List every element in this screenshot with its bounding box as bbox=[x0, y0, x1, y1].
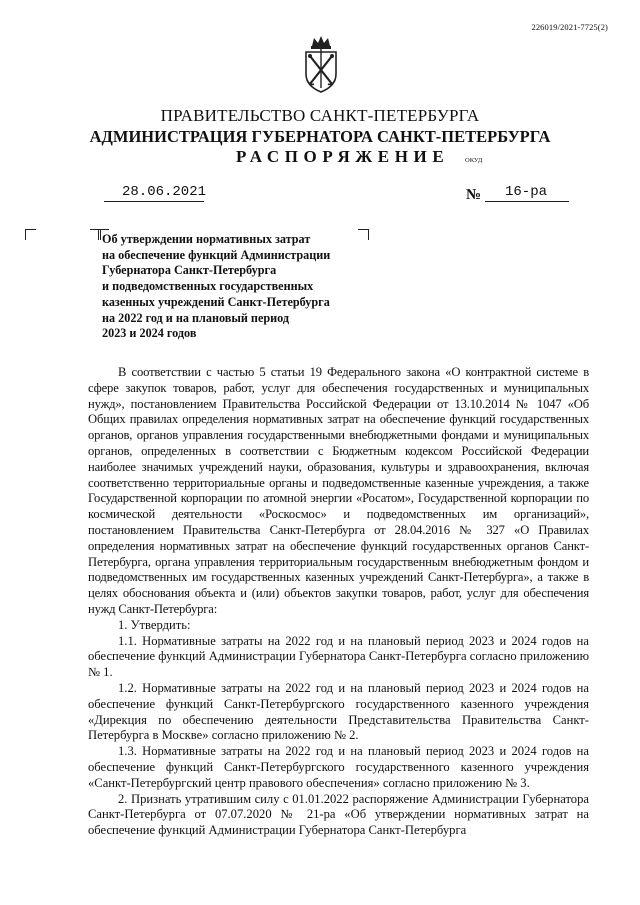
number-sign: № bbox=[466, 187, 482, 203]
title-line: Губернатора Санкт-Петербурга bbox=[102, 263, 277, 278]
document-code: 226019/2021-7725(2) bbox=[531, 22, 608, 32]
document-number: 16-ра bbox=[505, 184, 548, 200]
government-heading: ПРАВИТЕЛЬСТВО САНКТ-ПЕТЕРБУРГА bbox=[160, 106, 480, 125]
preamble-paragraph: В соответствии с частью 5 статьи 19 Федерального закона «О контрактной системе в сфере закупок товаров, работ, услуг для обеспечения государственных и муниципальных нужд», постановлением Правительства Российской Федерации от 13.10.2014 № 1047 «Об Общих правилах определения нормативных затрат на обеспечение функций государственных органов, органов управления государственными внебюджетными фондами и муниципальных органов, определенных в соответствии с Бюджетным кодексом Российской Федерации наиболее значимых учреждений науки, образования, культуры и здравоохранения, включая соответственно территориальные органы и подведомственные казенные учреждения, а также Государственной корпорации по атомной энергии «Росатом», Государственной корпорации по космической деятельности «Роскосмос» и подведомственных им организаций», постановлением Правительства Санкт-Петербурга от 28.04.2016 № 327 «О Правилах определения нормативных затрат на обеспечение функций государственных органов Санкт-Петербурга, органа управления территориальным государственным внебюджетным фондом и подведомственных им государственных казенных учреждений Санкт-Петербурга», а также в целях обоснования объекта и (или) объектов закупки товаров, работ, услуг для обеспечения нужд Санкт-Петербурга: bbox=[88, 365, 589, 616]
okud-label: ОКУД bbox=[465, 157, 483, 164]
administration-heading: АДМИНИСТРАЦИЯ ГУБЕРНАТОРА САНКТ-ПЕТЕРБУРГА bbox=[89, 127, 551, 146]
title-line: 2023 и 2024 годов bbox=[102, 326, 197, 341]
number-underline bbox=[485, 201, 569, 202]
document-body bbox=[88, 365, 589, 839]
item-1-1: 1.1. Нормативные затраты на 2022 год и на плановый период 2023 и 2024 годов на обеспечение функций Администрации Губернатора Санкт-Петербурга согласно приложению № 1. bbox=[88, 633, 589, 680]
item-1-3: 1.3. Нормативные затраты на 2022 год и на плановый период 2023 и 2024 годов на обеспечение функций Санкт-Петербургского государственного казенного учреждения «Санкт-Петербургский центр правового обеспечения» согласно приложению № 3. bbox=[88, 744, 589, 790]
document-date: 28.06.2021 bbox=[122, 184, 207, 200]
item-1: 1. Утвердить: bbox=[118, 617, 191, 632]
item-1-2: 1.2. Нормативные затраты на 2022 год и на плановый период 2023 и 2024 годов на обеспечение функций Санкт-Петербургского государственного казенного учреждения «Дирекция по обеспечению деятельности Представительства Правительства Санкт-Петербурга в Москве» согласно приложению № 2. bbox=[88, 680, 589, 743]
title-line: казенных учреждений Санкт-Петербурга bbox=[102, 294, 330, 309]
date-underline bbox=[104, 201, 204, 202]
title-line: на 2022 год и на плановый период bbox=[102, 310, 290, 325]
title-line: на обеспечение функций Администрации bbox=[102, 247, 331, 262]
title-line: Об утверждении нормативных затрат bbox=[102, 232, 311, 246]
title-line: и подведомственных государственных bbox=[102, 279, 314, 294]
document-type: РАСПОРЯЖЕНИЕ bbox=[236, 147, 450, 166]
document-title bbox=[102, 232, 362, 342]
title-corner-mark bbox=[25, 229, 36, 240]
item-2: 2. Признать утратившим силу с 01.01.2022 распоряжение Администрации Губернатора Санкт-Петербурга от 07.07.2020 № 21-ра «Об утверждении нормативных затрат на обеспечение функций Администрации Губернатора Санкт-Петербурга bbox=[88, 791, 589, 838]
coat-of-arms-icon bbox=[298, 34, 344, 96]
